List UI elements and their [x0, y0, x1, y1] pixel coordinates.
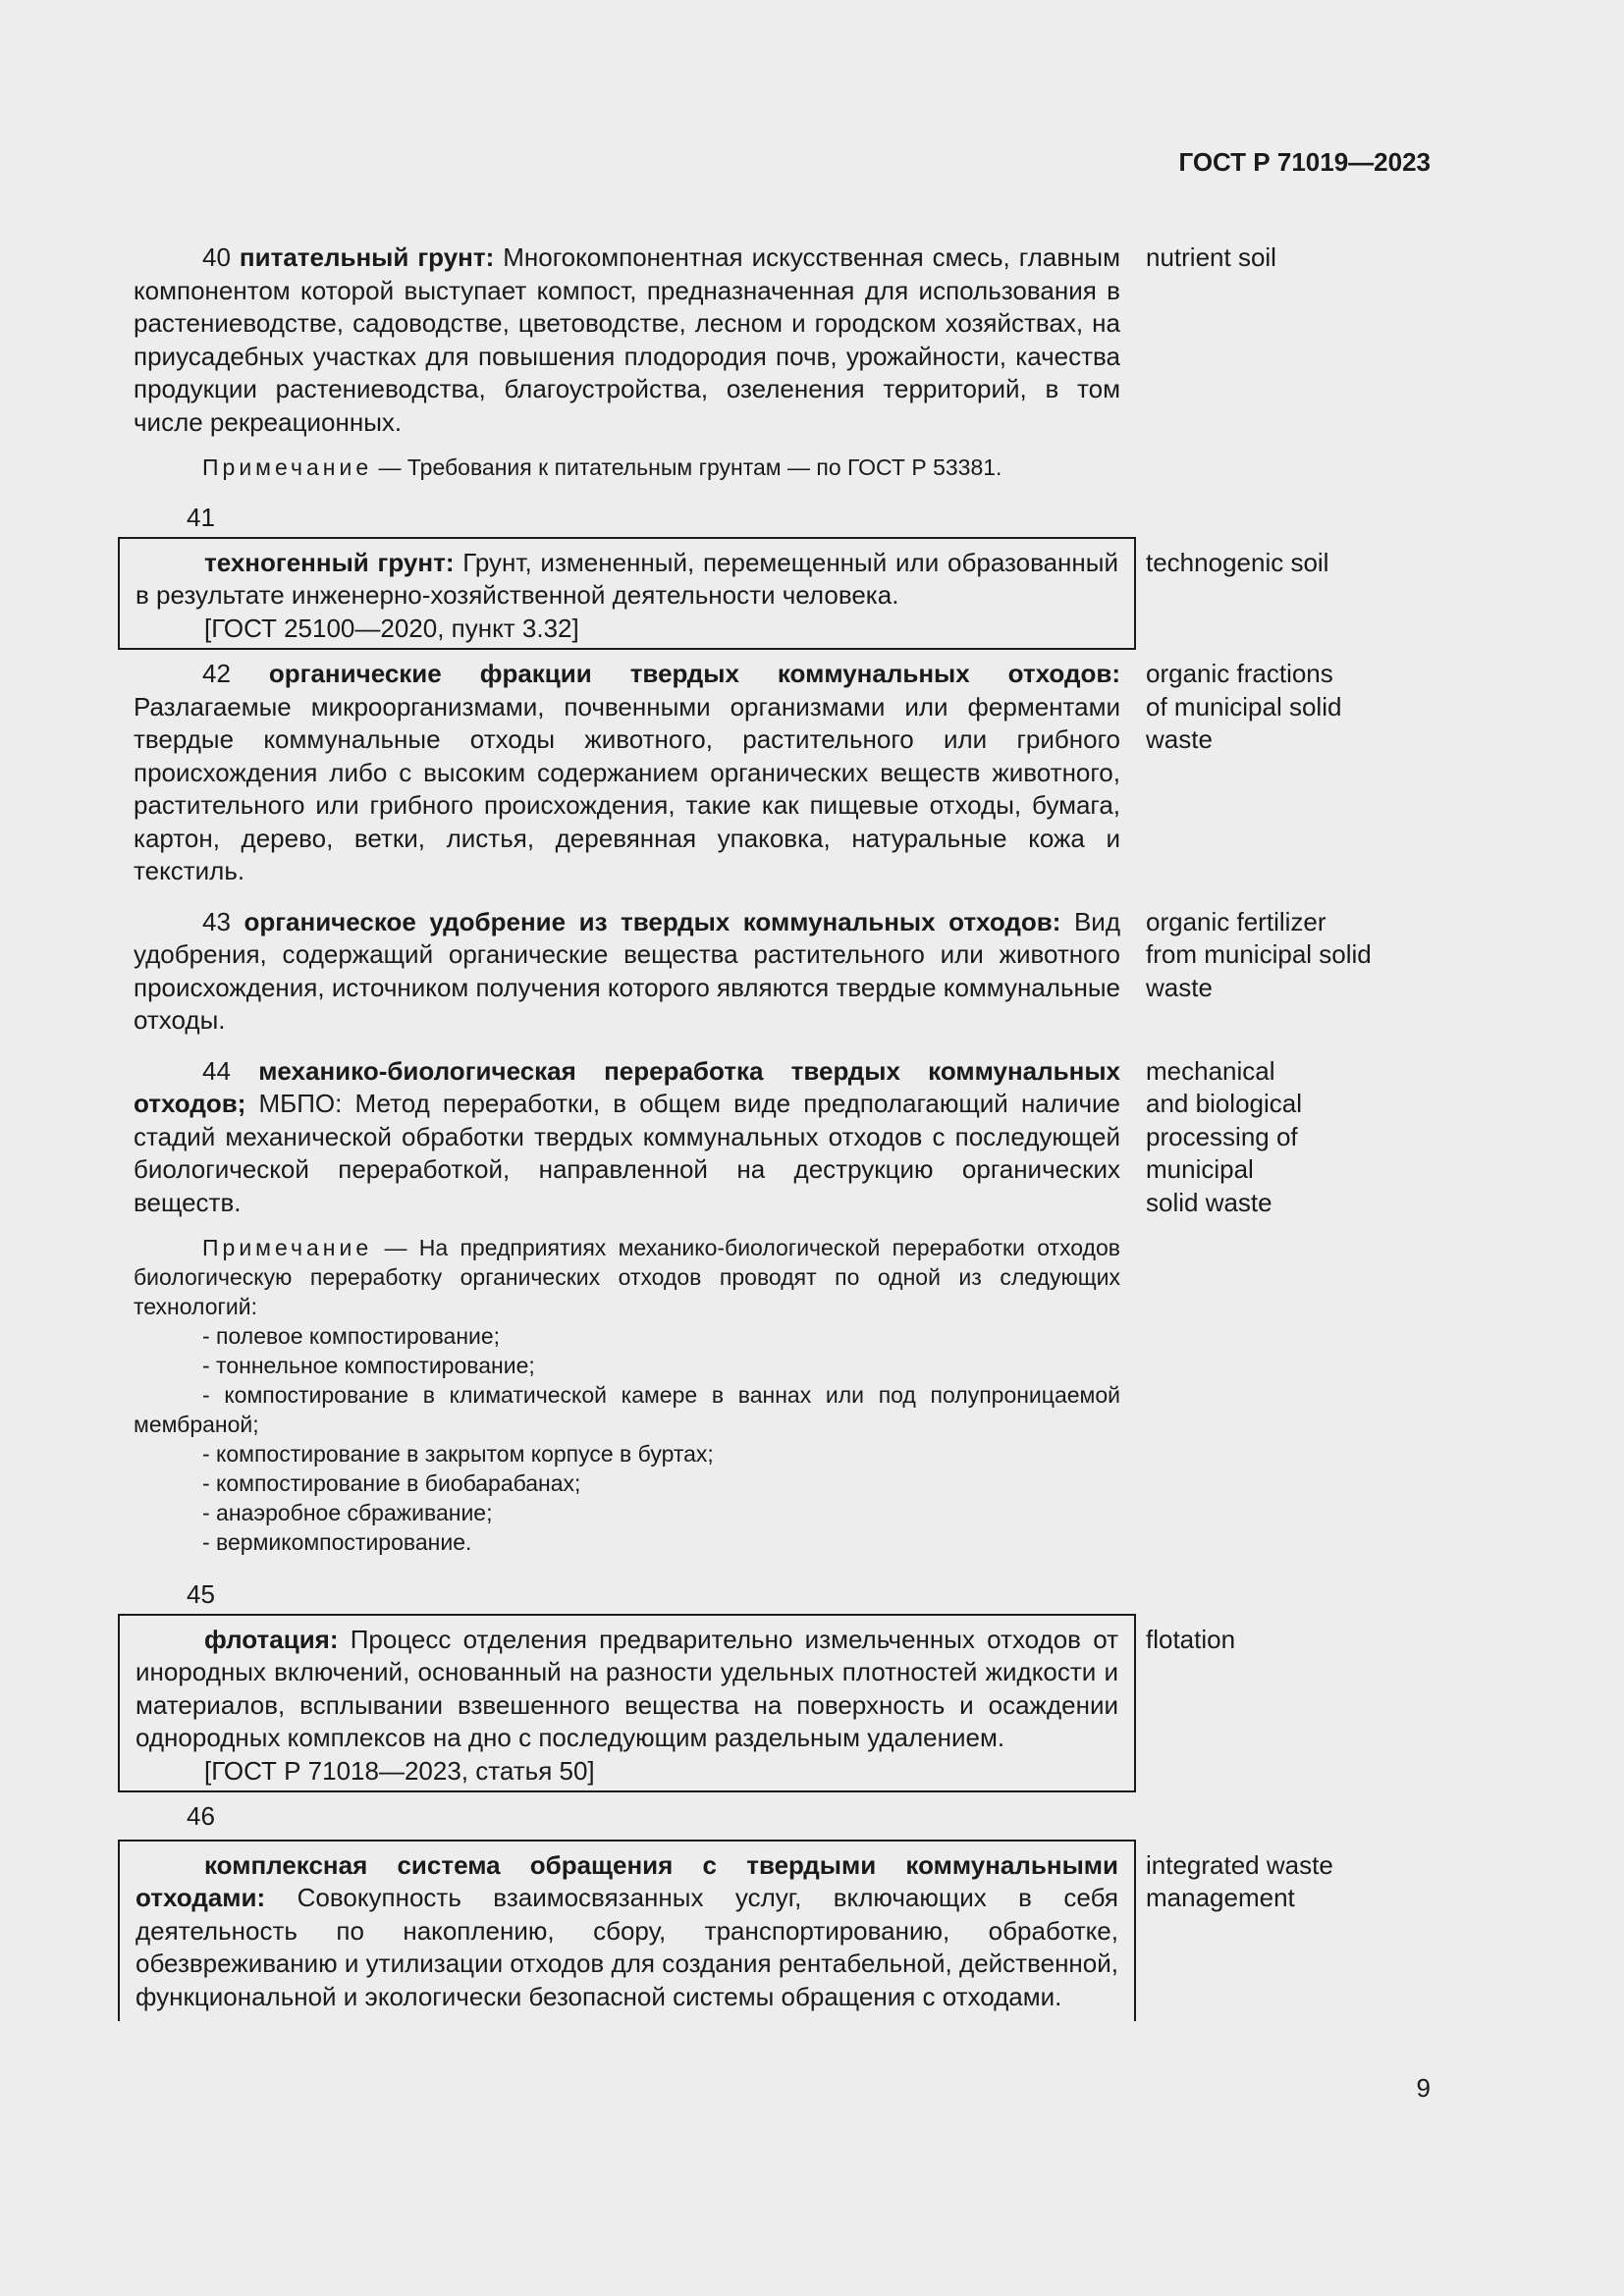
term-number: 44 — [202, 1055, 231, 1086]
term-number: 42 — [202, 659, 231, 688]
term-definition: Совокупность взаимосвязанных услуг, включающих в себя деятельность по накоплению, сбору, транспортированию, обработке, обезвреживанию и утилизации отходов для создания рентабельной, действенной, функциональной и экологически безопасной системы обращения с отходами. — [135, 1883, 1118, 2011]
term-definition: Грунт, измененный, перемещенный или образованный в результате инженерно-хозяйственной деятельности человека. — [135, 547, 1118, 610]
english-equivalent: mechanical and biological processing of municipal solid waste — [1146, 1055, 1303, 1217]
term-44 — [118, 1055, 1443, 1220]
term-number: 45 — [187, 1579, 215, 1609]
list-item: - полевое компостирование; — [202, 1323, 501, 1349]
term-reference: [ГОСТ Р 71018—2023, статья 50] — [204, 1755, 595, 1786]
term-definition: Многокомпонентная искусственная смесь, главным компонентом которой выступает компост, предназначенная для использования в растениеводстве, садоводстве, цветоводстве, лесном и городском хозяйствах, на приусадебных участках для повышения плодородия почв, урожайности, качества продукции растениеводства, благоустройства, озеленения территорий, в том числе рекреационных. — [134, 242, 1120, 437]
term-41 — [118, 537, 1443, 651]
english-equivalent: organic fertilizer from municipal solid waste — [1146, 906, 1372, 1002]
term-42 — [118, 658, 1443, 888]
english-equivalent: technogenic soil — [1146, 547, 1329, 577]
term-definition: Вид удобрения, содержащий органические вещества растительного или животного происхождения, источником получения которого являются твердые коммунальные отходы. — [134, 906, 1120, 1035]
page-number: 9 — [1416, 2073, 1431, 2103]
term-definition: Разлагаемые микроорганизмами, почвенными организмами или ферментами твердые коммунальные отходы животного, растительного или грибного происхождения либо с высоким содержанием органических веществ животного, растительного или грибного происхождения, такие как пищевые отходы, бумага, картон, дерево, ветки, листья, деревянная упаковка, натуральные кожа и текстиль. — [134, 691, 1120, 885]
note-label: Примечание — [202, 454, 373, 480]
term-43 — [118, 906, 1443, 1038]
term-number: 40 — [202, 242, 231, 272]
term-title: питательный грунт: — [239, 242, 495, 272]
list-item: - тоннельное компостирование; — [202, 1353, 535, 1378]
term-box — [118, 1614, 1136, 1793]
term-number: 41 — [187, 503, 215, 532]
term-40 — [118, 241, 1443, 439]
term-title: флотация: — [204, 1624, 339, 1654]
term-title: органическое удобрение из твердых коммунальных отходов: — [244, 906, 1061, 936]
note-text: — Требования к питательным грунтам — по ГОСТ Р 53381. — [372, 454, 1002, 480]
list-item: - анаэробное сбраживание; — [202, 1500, 493, 1525]
term-number: 46 — [187, 1801, 215, 1831]
terms-list — [118, 241, 1443, 2021]
document-header: ГОСТ Р 71019—2023 — [1178, 147, 1431, 177]
term-title: техногенный грунт: — [204, 547, 455, 577]
list-item: - компостирование в климатической камере в ваннах или под полупроницаемой мембраной; — [134, 1382, 1120, 1437]
term-definition: Процесс отделения предварительно измельченных отходов от инородных включений, основанный на разности удельных плотностей жидкости и материалов, всплывании взвешенного вещества на поверхность и осаждении однородных комплексов на дно с последующим раздельным удалением. — [135, 1624, 1118, 1752]
english-equivalent: integrated waste management — [1146, 1849, 1333, 1912]
term-number: 43 — [202, 906, 231, 936]
note-text: — На предприятиях механико-биологической переработки отходов биологическую переработку органических отходов проводят по одной из следующих технологий: — [134, 1235, 1120, 1319]
term-title: механико-биологическая переработка твердых коммунальных отходов; — [134, 1055, 1120, 1118]
term-title: органические фракции твердых коммунальных отходов: — [268, 659, 1120, 688]
list-item: - компостирование в закрытом корпусе в буртах; — [202, 1441, 714, 1467]
term-definition: МБПО: Метод переработки, в общем виде предполагающий наличие стадий механической обработки твердых коммунальных отходов с последующей биологической переработкой, направленной на деструкцию органических веществ. — [134, 1089, 1120, 1217]
term-46 — [118, 1840, 1443, 2022]
note-label: Примечание — [202, 1235, 373, 1260]
term-45 — [118, 1614, 1443, 1793]
english-equivalent: organic fractions of municipal solid waste — [1146, 659, 1342, 754]
list-item: - вермикомпостирование. — [202, 1529, 472, 1555]
english-equivalent: nutrient soil — [1146, 242, 1276, 272]
english-equivalent: flotation — [1146, 1624, 1236, 1654]
term-title: комплексная система обращения с твердыми коммунальными отходами: — [135, 1849, 1118, 1912]
list-item: - компостирование в биобарабанах; — [202, 1470, 581, 1496]
term-box — [118, 1840, 1136, 2022]
term-reference: [ГОСТ 25100—2020, пункт 3.32] — [204, 613, 579, 643]
term-40-note — [118, 453, 1443, 482]
term-box — [118, 537, 1136, 651]
term-44-note — [118, 1233, 1443, 1557]
